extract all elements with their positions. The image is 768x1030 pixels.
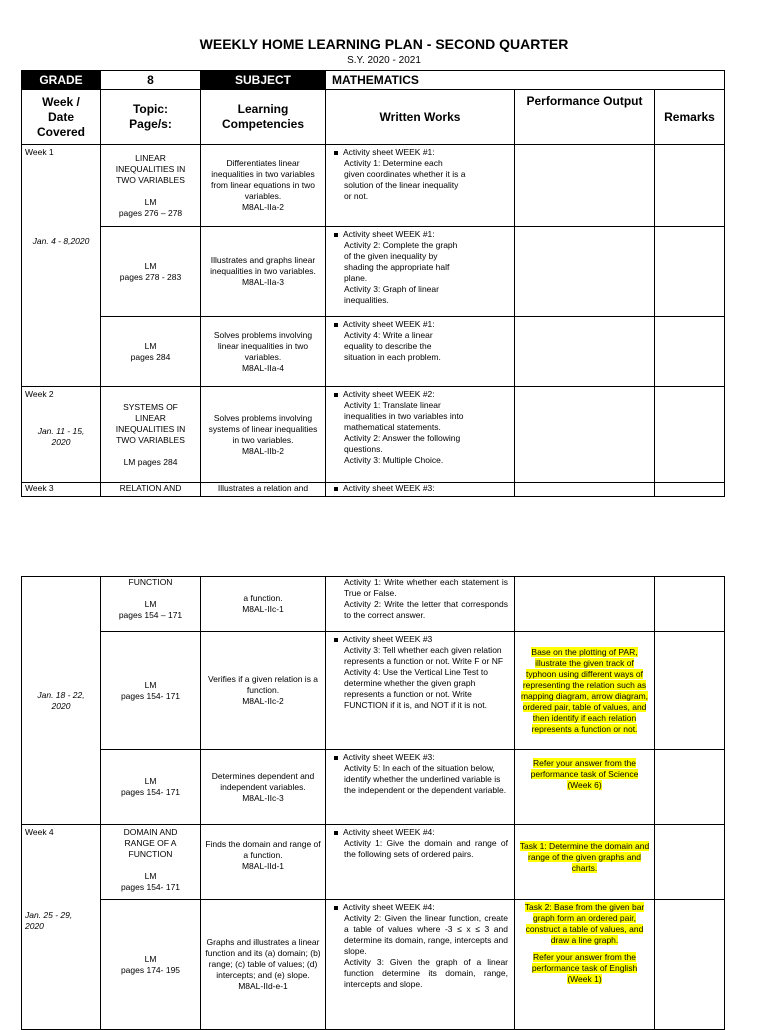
bullet-icon bbox=[334, 323, 338, 327]
performance-task-week: (Week 6) bbox=[567, 780, 602, 790]
week1-date: Jan. 4 - 8,2020 bbox=[32, 236, 90, 246]
topic-cell: LM pages 154- 171 bbox=[101, 750, 201, 825]
bullet-icon bbox=[334, 906, 338, 910]
topic-cell: LM pages 284 bbox=[101, 317, 201, 387]
topic-cell: LM pages 154- 171 bbox=[101, 632, 201, 750]
written-works-cell: Activity sheet WEEK #2: Activity 1: Translate linear inequalities in two variables into mathematical statements. Activity 2: Answer the following questions. Activity 3: Multiple Choice. bbox=[326, 387, 515, 483]
grade-label: GRADE bbox=[22, 71, 101, 90]
remarks-cell bbox=[655, 825, 725, 900]
remarks-cell bbox=[655, 750, 725, 825]
performance-task-text: Refer your answer from the performance task of English bbox=[531, 952, 638, 973]
week2-cell bbox=[22, 387, 101, 483]
col-topic-header: Topic: Page/s: bbox=[101, 90, 201, 145]
week1-cell bbox=[22, 145, 101, 387]
written-works-cell: Activity sheet WEEK #3 Activity 3: Tell whether each given relation represents a function or not. Write F or NF Activity 4: Use the Vertical Line Test to determine whether the given graph represents a function or not. Write FUNCTION if it is, and NOT if it is not. bbox=[326, 632, 515, 750]
week4-label: Week 4 bbox=[25, 827, 54, 837]
bullet-icon bbox=[334, 487, 338, 491]
week3-date: Jan. 18 - 22, 2020 bbox=[37, 689, 85, 711]
week2-label: Week 2 bbox=[25, 389, 54, 399]
performance-task-text: Refer your answer from the performance task of Science bbox=[530, 758, 639, 779]
bullet-icon bbox=[334, 151, 338, 155]
remarks-cell bbox=[655, 632, 725, 750]
performance-task-week: (Week 1) bbox=[567, 974, 602, 984]
week3-continued-cell bbox=[22, 577, 101, 825]
written-works-cell: Activity sheet WEEK #1: Activity 1: Determine each given coordinates whether it is a solution of the linear inequality or not. bbox=[326, 145, 515, 227]
written-works-cell: Activity sheet WEEK #4: Activity 2: Given the linear function, create a table of values where -3 ≤ x ≤ 3 and determine its domain, range, intercepts and slope. Activity 3: Given the graph of a linear function determine its domain, range, intercepts and slope. bbox=[326, 900, 515, 1030]
written-works-cell: Activity sheet WEEK #3: Activity 5: In each of the situation below, identify whether the underlined variable is the independent or the dependent variable. bbox=[326, 750, 515, 825]
col-week-header: Week / Date Covered bbox=[22, 90, 101, 145]
performance-cell bbox=[515, 227, 655, 317]
performance-cell bbox=[515, 900, 655, 1030]
grade-value: 8 bbox=[101, 71, 201, 90]
remarks-cell bbox=[655, 577, 725, 632]
written-works-cell: Activity sheet WEEK #4: Activity 1: Give the domain and range of the following sets of ordered pairs. bbox=[326, 825, 515, 900]
remarks-cell bbox=[655, 227, 725, 317]
week3-label: Week 3 bbox=[25, 483, 54, 493]
competency-cell: Solves problems involving systems of linear inequalities in two variables. M8AL-IIb-2 bbox=[201, 387, 326, 483]
topic-cell: SYSTEMS OF LINEAR INEQUALITIES IN TWO VARIABLES LM pages 284 bbox=[101, 387, 201, 483]
subject-label: SUBJECT bbox=[201, 71, 326, 90]
competency-cell: Illustrates and graphs linear inequalities in two variables. M8AL-IIa-3 bbox=[201, 227, 326, 317]
week3-cell bbox=[22, 483, 101, 497]
bullet-icon bbox=[334, 393, 338, 397]
topic-cell: LINEAR INEQUALITIES IN TWO VARIABLES LM pages 276 – 278 bbox=[101, 145, 201, 227]
remarks-cell bbox=[655, 483, 725, 497]
col-remarks-header: Remarks bbox=[655, 90, 725, 145]
topic-cell: LM pages 278 - 283 bbox=[101, 227, 201, 317]
topic-cell: FUNCTION LM pages 154 – 171 bbox=[101, 577, 201, 632]
learning-plan-table-page2 bbox=[21, 576, 725, 1030]
bullet-icon bbox=[334, 831, 338, 835]
written-works-cell: Activity sheet WEEK #1: Activity 4: Write a linear equality to describe the situation in each problem. bbox=[326, 317, 515, 387]
performance-task-text: Task 2: Base from the given bar graph form an ordered pair, construct a table of values, and draw a line graph. bbox=[524, 902, 645, 945]
remarks-cell bbox=[655, 387, 725, 483]
competency-cell: Verifies if a given relation is a function. M8AL-IIc-2 bbox=[201, 632, 326, 750]
col-written-works-header: Written Works bbox=[326, 90, 515, 145]
remarks-cell bbox=[655, 317, 725, 387]
performance-task-text: Task 1: Determine the domain and range of the given graphs and charts. bbox=[519, 841, 650, 873]
bullet-icon bbox=[334, 638, 338, 642]
performance-task-text: Base on the plotting of PAR, illustrate the given track of typhoon using different ways of representing the relation such as mapping diagram, arrow diagram, ordered pair, table of values, and then identify if each relation represents a function or not. bbox=[520, 646, 649, 734]
performance-cell bbox=[515, 145, 655, 227]
week1-label: Week 1 bbox=[25, 147, 54, 157]
written-works-cell: Activity sheet WEEK #3: bbox=[326, 483, 515, 497]
document-title: WEEKLY HOME LEARNING PLAN - SECOND QUARTER bbox=[199, 36, 569, 52]
competency-cell: Graphs and illustrates a linear function and its (a) domain; (b) range; (c) table of values; (d) intercepts; and (e) slope. M8AL-IId-e-1 bbox=[201, 900, 326, 1030]
week4-date: Jan. 25 - 29, 2020 bbox=[25, 910, 73, 931]
performance-cell bbox=[515, 632, 655, 750]
performance-cell bbox=[515, 317, 655, 387]
competency-cell: Solves problems involving linear inequalities in two variables. M8AL-IIa-4 bbox=[201, 317, 326, 387]
competency-cell: Finds the domain and range of a function. M8AL-IId-1 bbox=[201, 825, 326, 900]
competency-cell: Illustrates a relation and bbox=[201, 483, 326, 497]
school-year: S.Y. 2020 - 2021 bbox=[347, 55, 421, 66]
performance-cell bbox=[515, 750, 655, 825]
competency-cell: Differentiates linear inequalities in two variables from linear equations in two variables. M8AL-IIa-2 bbox=[201, 145, 326, 227]
competency-cell: Determines dependent and independent variables. M8AL-IIc-3 bbox=[201, 750, 326, 825]
performance-cell bbox=[515, 825, 655, 900]
bullet-icon bbox=[334, 756, 338, 760]
written-works-cell: Activity sheet WEEK #1: Activity 2: Complete the graph of the given inequality by shading the appropriate half plane. Activity 3: Graph of linear inequalities. bbox=[326, 227, 515, 317]
topic-cell: RELATION AND bbox=[101, 483, 201, 497]
col-competencies-header: Learning Competencies bbox=[201, 90, 326, 145]
competency-cell: a function. M8AL-IIc-1 bbox=[201, 577, 326, 632]
topic-cell: LM pages 174- 195 bbox=[101, 900, 201, 1030]
bullet-icon bbox=[334, 233, 338, 237]
learning-plan-table-page1 bbox=[21, 70, 725, 497]
week4-cell bbox=[22, 825, 101, 1030]
written-works-cell: Activity 1: Write whether each statement is True or False. Activity 2: Write the letter that corresponds to the correct answer. bbox=[326, 577, 515, 632]
topic-cell: DOMAIN AND RANGE OF A FUNCTION LM pages 154- 171 bbox=[101, 825, 201, 900]
col-performance-header: Performance Output bbox=[515, 90, 655, 145]
performance-cell bbox=[515, 387, 655, 483]
week2-date: Jan. 11 - 15, 2020 bbox=[37, 426, 85, 447]
subject-value: MATHEMATICS bbox=[326, 71, 725, 90]
performance-cell bbox=[515, 483, 655, 497]
performance-cell bbox=[515, 577, 655, 632]
remarks-cell bbox=[655, 145, 725, 227]
remarks-cell bbox=[655, 900, 725, 1030]
